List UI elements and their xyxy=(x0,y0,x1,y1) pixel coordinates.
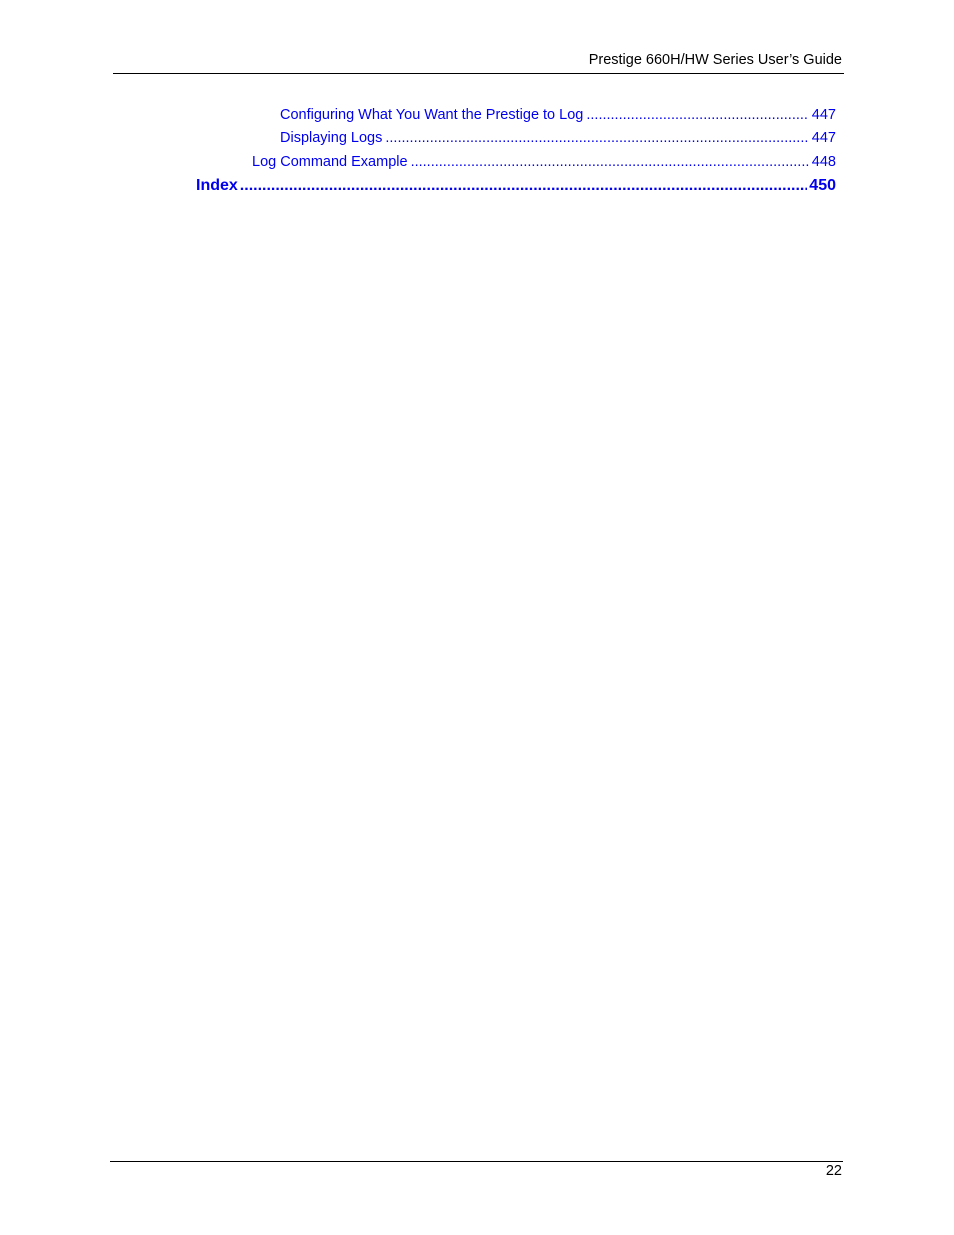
page-number: 22 xyxy=(825,1163,842,1179)
toc-entry-title: Log Command Example xyxy=(252,154,408,170)
toc-dot-leader xyxy=(240,177,808,195)
toc-dot-leader xyxy=(411,154,809,170)
header-divider xyxy=(113,73,844,74)
toc-dot-leader xyxy=(385,130,808,146)
toc-entry-title: Displaying Logs xyxy=(280,130,383,146)
toc-dot-leader xyxy=(586,107,808,123)
footer-divider xyxy=(110,1161,843,1162)
running-header: Prestige 660H/HW Series User’s Guide xyxy=(588,52,842,68)
toc-entry-page: 447 xyxy=(811,107,836,123)
toc-entry-title: Configuring What You Want the Prestige to Log xyxy=(280,107,584,123)
toc-entry-displaying-logs[interactable] xyxy=(280,130,836,146)
toc-entry-page: 448 xyxy=(811,154,836,170)
toc-entry-page: 447 xyxy=(811,130,836,146)
toc-entry-log-command-example[interactable] xyxy=(252,154,836,170)
toc-entry-title: Index xyxy=(196,177,238,194)
toc-entry-page: 450 xyxy=(809,177,836,194)
toc-entry-index[interactable] xyxy=(196,177,836,195)
toc-entry-configuring-log[interactable] xyxy=(280,107,836,123)
